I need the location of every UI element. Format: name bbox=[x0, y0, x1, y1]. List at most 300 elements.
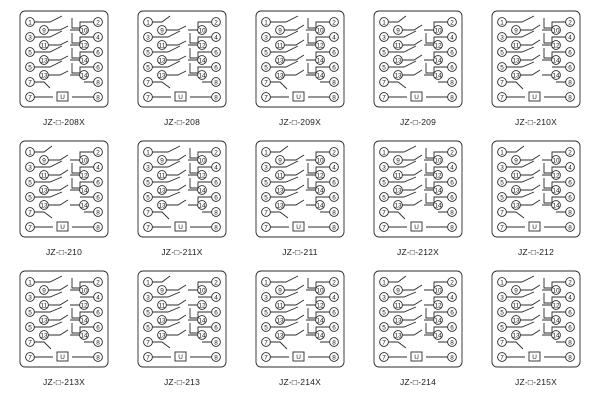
svg-text:14: 14 bbox=[552, 317, 560, 325]
svg-text:11: 11 bbox=[158, 172, 166, 180]
svg-text:1: 1 bbox=[264, 279, 268, 287]
svg-text:5: 5 bbox=[28, 49, 32, 57]
svg-text:3: 3 bbox=[146, 294, 150, 302]
svg-text:14: 14 bbox=[552, 57, 560, 65]
svg-text:6: 6 bbox=[568, 64, 572, 72]
svg-text:6: 6 bbox=[450, 324, 454, 332]
svg-text:1: 1 bbox=[500, 19, 504, 27]
svg-text:3: 3 bbox=[146, 164, 150, 172]
svg-text:2: 2 bbox=[96, 149, 100, 157]
svg-text:3: 3 bbox=[264, 294, 268, 302]
svg-text:7: 7 bbox=[146, 209, 150, 217]
svg-text:11: 11 bbox=[40, 302, 48, 310]
svg-text:1: 1 bbox=[28, 19, 32, 27]
svg-text:9: 9 bbox=[396, 287, 400, 295]
svg-text:6: 6 bbox=[568, 309, 572, 317]
svg-text:1: 1 bbox=[382, 149, 386, 157]
diagram-cell[interactable] bbox=[8, 136, 120, 264]
svg-text:12: 12 bbox=[552, 302, 560, 310]
svg-text:9: 9 bbox=[278, 157, 282, 165]
svg-text:8: 8 bbox=[450, 79, 454, 87]
svg-text:U: U bbox=[178, 94, 183, 101]
svg-text:6: 6 bbox=[450, 49, 454, 57]
svg-text:1: 1 bbox=[146, 279, 150, 287]
svg-text:7: 7 bbox=[264, 209, 268, 217]
svg-text:13: 13 bbox=[394, 57, 402, 65]
svg-text:14: 14 bbox=[316, 187, 324, 195]
diagram-cell[interactable] bbox=[244, 136, 356, 264]
svg-text:14: 14 bbox=[198, 332, 206, 340]
svg-text:U: U bbox=[414, 354, 419, 361]
svg-text:14: 14 bbox=[316, 202, 324, 210]
svg-text:11: 11 bbox=[276, 42, 284, 50]
svg-text:7: 7 bbox=[500, 224, 504, 232]
svg-text:12: 12 bbox=[80, 42, 88, 50]
svg-text:10: 10 bbox=[198, 27, 206, 35]
svg-text:5: 5 bbox=[264, 194, 268, 202]
svg-text:5: 5 bbox=[500, 49, 504, 57]
svg-text:8: 8 bbox=[96, 209, 100, 217]
svg-text:2: 2 bbox=[332, 19, 336, 27]
svg-text:13: 13 bbox=[158, 332, 166, 340]
relay-wiring-diagram bbox=[246, 6, 354, 114]
svg-text:6: 6 bbox=[332, 179, 336, 187]
svg-text:7: 7 bbox=[382, 354, 386, 362]
svg-text:7: 7 bbox=[500, 94, 504, 102]
relay-wiring-diagram bbox=[10, 266, 118, 374]
diagram-cell[interactable] bbox=[126, 266, 238, 394]
svg-text:11: 11 bbox=[276, 302, 284, 310]
svg-text:8: 8 bbox=[214, 339, 218, 347]
diagram-cell[interactable] bbox=[480, 136, 592, 264]
relay-wiring-diagram bbox=[246, 136, 354, 244]
svg-text:4: 4 bbox=[450, 34, 454, 42]
svg-text:7: 7 bbox=[146, 224, 150, 232]
svg-text:9: 9 bbox=[514, 287, 518, 295]
svg-text:14: 14 bbox=[198, 72, 206, 80]
svg-text:4: 4 bbox=[568, 294, 572, 302]
diagram-cell[interactable] bbox=[362, 136, 474, 264]
svg-text:13: 13 bbox=[276, 317, 284, 325]
svg-text:5: 5 bbox=[28, 324, 32, 332]
svg-text:13: 13 bbox=[512, 332, 520, 340]
svg-text:10: 10 bbox=[316, 157, 324, 165]
svg-text:8: 8 bbox=[568, 339, 572, 347]
svg-text:13: 13 bbox=[276, 72, 284, 80]
svg-text:1: 1 bbox=[28, 149, 32, 157]
svg-text:8: 8 bbox=[96, 354, 100, 362]
diagram-caption: JZ-□-209 bbox=[399, 117, 437, 127]
svg-text:14: 14 bbox=[80, 187, 88, 195]
svg-text:2: 2 bbox=[96, 279, 100, 287]
svg-text:13: 13 bbox=[158, 317, 166, 325]
svg-text:14: 14 bbox=[552, 72, 560, 80]
relay-wiring-diagram bbox=[364, 136, 472, 244]
svg-text:4: 4 bbox=[450, 164, 454, 172]
svg-text:8: 8 bbox=[332, 354, 336, 362]
svg-text:7: 7 bbox=[28, 209, 32, 217]
svg-text:6: 6 bbox=[450, 194, 454, 202]
svg-text:10: 10 bbox=[316, 287, 324, 295]
svg-text:2: 2 bbox=[568, 279, 572, 287]
svg-text:7: 7 bbox=[500, 209, 504, 217]
svg-text:U: U bbox=[414, 224, 419, 231]
diagram-cell[interactable] bbox=[362, 266, 474, 394]
diagram-caption: JZ-□-212 bbox=[517, 247, 555, 257]
svg-text:7: 7 bbox=[382, 79, 386, 87]
svg-text:6: 6 bbox=[96, 309, 100, 317]
svg-text:10: 10 bbox=[80, 27, 88, 35]
svg-text:U: U bbox=[178, 224, 183, 231]
relay-wiring-diagram bbox=[128, 266, 236, 374]
relay-wiring-diagram bbox=[482, 136, 590, 244]
svg-text:9: 9 bbox=[42, 157, 46, 165]
svg-text:13: 13 bbox=[512, 57, 520, 65]
svg-text:8: 8 bbox=[332, 79, 336, 87]
svg-text:1: 1 bbox=[382, 279, 386, 287]
svg-text:U: U bbox=[296, 224, 301, 231]
svg-text:13: 13 bbox=[512, 187, 520, 195]
svg-text:7: 7 bbox=[382, 339, 386, 347]
diagram-caption: JZ-□-213X bbox=[43, 377, 85, 387]
svg-text:11: 11 bbox=[158, 302, 166, 310]
svg-text:14: 14 bbox=[434, 57, 442, 65]
svg-text:13: 13 bbox=[158, 187, 166, 195]
svg-text:7: 7 bbox=[28, 339, 32, 347]
svg-text:7: 7 bbox=[264, 339, 268, 347]
svg-text:8: 8 bbox=[214, 354, 218, 362]
svg-text:2: 2 bbox=[332, 149, 336, 157]
svg-text:4: 4 bbox=[568, 34, 572, 42]
svg-text:5: 5 bbox=[500, 324, 504, 332]
svg-text:6: 6 bbox=[214, 49, 218, 57]
relay-wiring-diagram bbox=[128, 136, 236, 244]
svg-text:8: 8 bbox=[450, 209, 454, 217]
svg-text:2: 2 bbox=[568, 19, 572, 27]
svg-text:14: 14 bbox=[434, 332, 442, 340]
svg-text:6: 6 bbox=[568, 194, 572, 202]
svg-text:9: 9 bbox=[514, 157, 518, 165]
relay-wiring-diagram bbox=[10, 6, 118, 114]
svg-text:8: 8 bbox=[96, 224, 100, 232]
svg-text:6: 6 bbox=[332, 64, 336, 72]
diagram-grid bbox=[8, 6, 592, 394]
svg-text:14: 14 bbox=[434, 202, 442, 210]
svg-text:13: 13 bbox=[394, 202, 402, 210]
svg-text:13: 13 bbox=[158, 202, 166, 210]
svg-text:7: 7 bbox=[382, 209, 386, 217]
svg-text:12: 12 bbox=[552, 42, 560, 50]
svg-text:3: 3 bbox=[264, 164, 268, 172]
svg-text:2: 2 bbox=[450, 19, 454, 27]
svg-text:3: 3 bbox=[500, 164, 504, 172]
svg-text:U: U bbox=[296, 94, 301, 101]
diagram-cell[interactable] bbox=[8, 266, 120, 394]
svg-text:2: 2 bbox=[214, 279, 218, 287]
svg-text:9: 9 bbox=[278, 27, 282, 35]
svg-text:11: 11 bbox=[512, 42, 520, 50]
svg-text:8: 8 bbox=[214, 209, 218, 217]
svg-text:7: 7 bbox=[500, 79, 504, 87]
diagram-caption: JZ-□-208X bbox=[43, 117, 85, 127]
svg-text:3: 3 bbox=[382, 34, 386, 42]
svg-text:13: 13 bbox=[40, 72, 48, 80]
svg-text:8: 8 bbox=[96, 79, 100, 87]
svg-text:5: 5 bbox=[382, 49, 386, 57]
svg-text:8: 8 bbox=[96, 339, 100, 347]
svg-text:1: 1 bbox=[264, 149, 268, 157]
svg-text:1: 1 bbox=[146, 149, 150, 157]
svg-text:7: 7 bbox=[382, 94, 386, 102]
svg-text:10: 10 bbox=[80, 157, 88, 165]
svg-text:8: 8 bbox=[214, 94, 218, 102]
svg-text:U: U bbox=[532, 354, 537, 361]
svg-text:9: 9 bbox=[160, 287, 164, 295]
svg-text:7: 7 bbox=[264, 354, 268, 362]
svg-text:9: 9 bbox=[396, 27, 400, 35]
svg-text:5: 5 bbox=[382, 64, 386, 72]
svg-text:3: 3 bbox=[146, 34, 150, 42]
svg-text:13: 13 bbox=[394, 72, 402, 80]
relay-wiring-diagram bbox=[482, 266, 590, 374]
svg-text:U: U bbox=[60, 354, 65, 361]
svg-text:6: 6 bbox=[96, 179, 100, 187]
svg-text:5: 5 bbox=[500, 309, 504, 317]
svg-text:7: 7 bbox=[146, 339, 150, 347]
svg-text:14: 14 bbox=[316, 72, 324, 80]
svg-text:3: 3 bbox=[28, 294, 32, 302]
svg-text:14: 14 bbox=[80, 332, 88, 340]
svg-text:5: 5 bbox=[382, 179, 386, 187]
svg-text:14: 14 bbox=[434, 317, 442, 325]
svg-text:9: 9 bbox=[514, 27, 518, 35]
diagram-caption: JZ-□-211X bbox=[161, 247, 203, 257]
relay-wiring-diagram bbox=[128, 6, 236, 114]
svg-text:8: 8 bbox=[450, 224, 454, 232]
svg-text:5: 5 bbox=[28, 179, 32, 187]
svg-text:4: 4 bbox=[332, 34, 336, 42]
svg-text:6: 6 bbox=[450, 64, 454, 72]
svg-text:3: 3 bbox=[500, 294, 504, 302]
svg-text:13: 13 bbox=[40, 317, 48, 325]
svg-text:6: 6 bbox=[568, 49, 572, 57]
svg-text:6: 6 bbox=[96, 64, 100, 72]
svg-text:6: 6 bbox=[450, 179, 454, 187]
svg-text:4: 4 bbox=[96, 34, 100, 42]
svg-text:5: 5 bbox=[382, 324, 386, 332]
diagram-caption: JZ-□-215X bbox=[515, 377, 557, 387]
svg-text:2: 2 bbox=[450, 149, 454, 157]
svg-text:1: 1 bbox=[500, 149, 504, 157]
svg-text:8: 8 bbox=[450, 94, 454, 102]
diagram-cell[interactable] bbox=[480, 266, 592, 394]
svg-text:13: 13 bbox=[512, 202, 520, 210]
svg-text:13: 13 bbox=[276, 202, 284, 210]
svg-text:12: 12 bbox=[552, 172, 560, 180]
svg-text:1: 1 bbox=[146, 19, 150, 27]
svg-text:5: 5 bbox=[146, 49, 150, 57]
svg-text:11: 11 bbox=[40, 172, 48, 180]
svg-text:7: 7 bbox=[146, 94, 150, 102]
svg-text:12: 12 bbox=[434, 302, 442, 310]
relay-wiring-diagram bbox=[364, 266, 472, 374]
svg-text:U: U bbox=[60, 94, 65, 101]
diagram-caption: JZ-□-214 bbox=[399, 377, 437, 387]
svg-text:11: 11 bbox=[40, 42, 48, 50]
svg-text:6: 6 bbox=[96, 324, 100, 332]
svg-text:10: 10 bbox=[198, 287, 206, 295]
svg-text:14: 14 bbox=[316, 332, 324, 340]
svg-text:14: 14 bbox=[198, 202, 206, 210]
svg-text:6: 6 bbox=[332, 194, 336, 202]
svg-text:5: 5 bbox=[382, 194, 386, 202]
svg-text:8: 8 bbox=[450, 354, 454, 362]
svg-text:10: 10 bbox=[434, 27, 442, 35]
svg-text:2: 2 bbox=[332, 279, 336, 287]
svg-text:6: 6 bbox=[214, 64, 218, 72]
diagram-caption: JZ-□-211 bbox=[282, 247, 318, 257]
svg-text:3: 3 bbox=[500, 34, 504, 42]
svg-text:7: 7 bbox=[264, 224, 268, 232]
svg-text:4: 4 bbox=[214, 34, 218, 42]
svg-text:8: 8 bbox=[96, 94, 100, 102]
svg-text:13: 13 bbox=[40, 332, 48, 340]
svg-text:U: U bbox=[60, 224, 65, 231]
svg-text:9: 9 bbox=[42, 27, 46, 35]
svg-text:5: 5 bbox=[500, 179, 504, 187]
svg-text:14: 14 bbox=[552, 332, 560, 340]
svg-text:2: 2 bbox=[450, 279, 454, 287]
svg-text:6: 6 bbox=[568, 179, 572, 187]
svg-text:4: 4 bbox=[332, 164, 336, 172]
svg-text:2: 2 bbox=[214, 149, 218, 157]
svg-text:5: 5 bbox=[264, 309, 268, 317]
svg-text:6: 6 bbox=[214, 194, 218, 202]
svg-text:4: 4 bbox=[96, 164, 100, 172]
relay-wiring-diagram bbox=[364, 6, 472, 114]
diagram-cell[interactable] bbox=[244, 266, 356, 394]
svg-text:11: 11 bbox=[394, 172, 402, 180]
svg-text:3: 3 bbox=[28, 34, 32, 42]
svg-text:12: 12 bbox=[434, 42, 442, 50]
diagram-cell[interactable] bbox=[244, 6, 356, 134]
svg-text:14: 14 bbox=[552, 202, 560, 210]
svg-text:8: 8 bbox=[568, 354, 572, 362]
svg-text:5: 5 bbox=[264, 64, 268, 72]
svg-text:2: 2 bbox=[96, 19, 100, 27]
svg-text:7: 7 bbox=[28, 79, 32, 87]
svg-text:U: U bbox=[532, 224, 537, 231]
svg-text:7: 7 bbox=[264, 94, 268, 102]
diagram-cell[interactable] bbox=[362, 6, 474, 134]
svg-text:13: 13 bbox=[512, 317, 520, 325]
svg-text:13: 13 bbox=[276, 332, 284, 340]
svg-text:13: 13 bbox=[394, 187, 402, 195]
svg-text:10: 10 bbox=[198, 157, 206, 165]
diagram-caption: JZ-□-214X bbox=[279, 377, 321, 387]
svg-text:6: 6 bbox=[214, 179, 218, 187]
diagram-cell[interactable] bbox=[126, 136, 238, 264]
svg-text:3: 3 bbox=[382, 294, 386, 302]
diagram-cell[interactable] bbox=[480, 6, 592, 134]
svg-text:7: 7 bbox=[264, 79, 268, 87]
svg-text:4: 4 bbox=[332, 294, 336, 302]
svg-text:U: U bbox=[532, 94, 537, 101]
svg-text:14: 14 bbox=[198, 317, 206, 325]
svg-text:5: 5 bbox=[500, 194, 504, 202]
svg-text:5: 5 bbox=[500, 64, 504, 72]
svg-text:10: 10 bbox=[434, 287, 442, 295]
svg-text:14: 14 bbox=[316, 57, 324, 65]
svg-text:13: 13 bbox=[40, 202, 48, 210]
svg-text:10: 10 bbox=[434, 157, 442, 165]
svg-text:8: 8 bbox=[332, 209, 336, 217]
svg-text:8: 8 bbox=[332, 339, 336, 347]
diagram-caption: JZ-□-210 bbox=[45, 247, 83, 257]
svg-text:3: 3 bbox=[28, 164, 32, 172]
svg-text:14: 14 bbox=[198, 57, 206, 65]
svg-text:14: 14 bbox=[80, 57, 88, 65]
svg-text:4: 4 bbox=[214, 294, 218, 302]
svg-text:8: 8 bbox=[214, 79, 218, 87]
diagram-caption: JZ-□-208 bbox=[163, 117, 201, 127]
svg-text:1: 1 bbox=[28, 279, 32, 287]
svg-text:14: 14 bbox=[552, 187, 560, 195]
svg-text:9: 9 bbox=[160, 157, 164, 165]
svg-text:14: 14 bbox=[434, 187, 442, 195]
svg-text:4: 4 bbox=[96, 294, 100, 302]
diagram-cell[interactable] bbox=[8, 6, 120, 134]
svg-text:14: 14 bbox=[80, 72, 88, 80]
svg-text:7: 7 bbox=[146, 354, 150, 362]
svg-text:5: 5 bbox=[146, 179, 150, 187]
relay-wiring-diagram bbox=[482, 6, 590, 114]
svg-text:8: 8 bbox=[214, 224, 218, 232]
svg-text:14: 14 bbox=[80, 317, 88, 325]
svg-text:12: 12 bbox=[198, 172, 206, 180]
svg-text:12: 12 bbox=[198, 42, 206, 50]
svg-text:6: 6 bbox=[332, 309, 336, 317]
svg-text:14: 14 bbox=[198, 187, 206, 195]
svg-text:6: 6 bbox=[332, 324, 336, 332]
svg-text:5: 5 bbox=[146, 64, 150, 72]
diagram-caption: JZ-□-213 bbox=[163, 377, 201, 387]
svg-text:10: 10 bbox=[552, 27, 560, 35]
svg-text:8: 8 bbox=[568, 209, 572, 217]
svg-text:5: 5 bbox=[146, 324, 150, 332]
svg-text:14: 14 bbox=[316, 317, 324, 325]
relay-wiring-diagram bbox=[246, 266, 354, 374]
svg-text:1: 1 bbox=[382, 19, 386, 27]
svg-text:13: 13 bbox=[276, 57, 284, 65]
svg-text:11: 11 bbox=[512, 172, 520, 180]
diagram-caption: JZ-□-209X bbox=[279, 117, 321, 127]
svg-text:12: 12 bbox=[316, 172, 324, 180]
diagram-caption: JZ-□-210X bbox=[515, 117, 557, 127]
svg-text:12: 12 bbox=[80, 302, 88, 310]
svg-text:7: 7 bbox=[28, 224, 32, 232]
svg-text:10: 10 bbox=[552, 157, 560, 165]
svg-text:U: U bbox=[414, 94, 419, 101]
svg-text:14: 14 bbox=[434, 72, 442, 80]
svg-text:13: 13 bbox=[394, 317, 402, 325]
svg-text:1: 1 bbox=[264, 19, 268, 27]
svg-text:13: 13 bbox=[512, 72, 520, 80]
svg-text:5: 5 bbox=[146, 309, 150, 317]
svg-text:5: 5 bbox=[264, 324, 268, 332]
svg-text:5: 5 bbox=[146, 194, 150, 202]
diagram-cell[interactable] bbox=[126, 6, 238, 134]
